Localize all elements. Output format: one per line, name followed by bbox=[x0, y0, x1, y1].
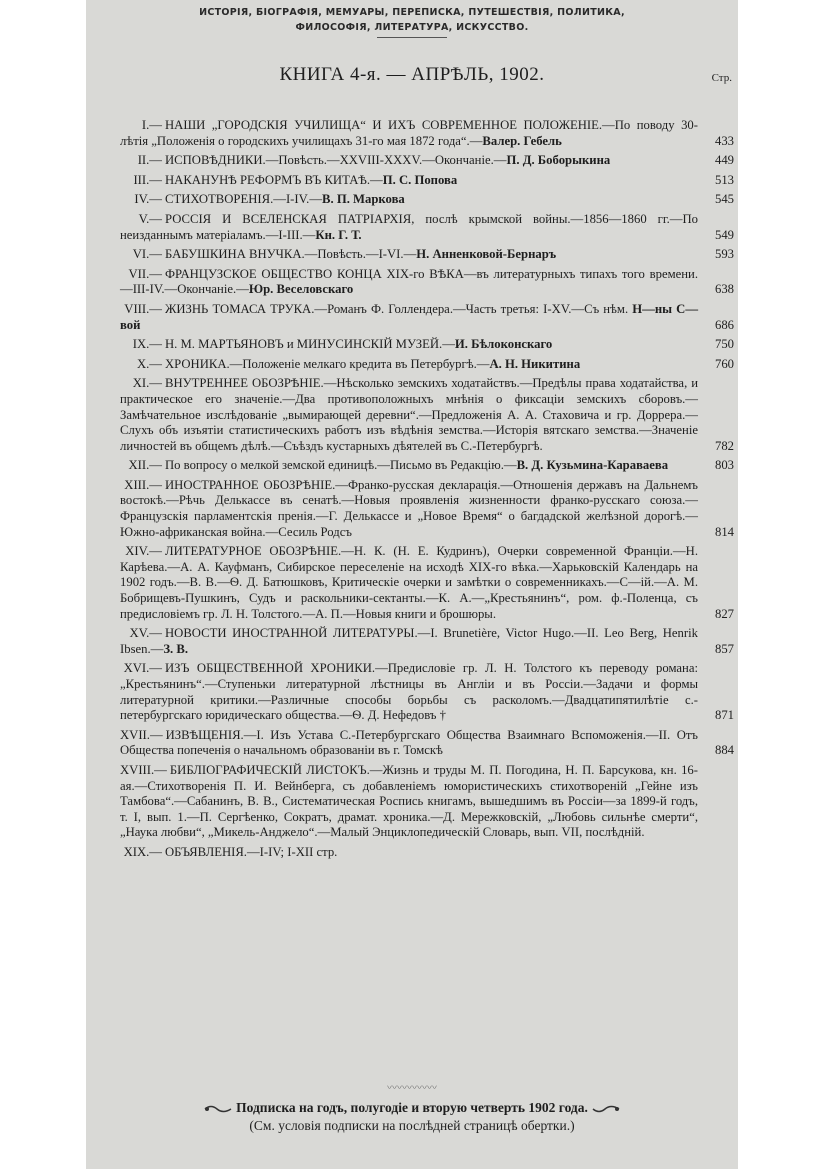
entry-title: СТИХОТВОРЕНІЯ.—I-IV.— bbox=[165, 192, 323, 207]
entry-title: ИНОСТРАННОЕ ОБОЗРѢНІЕ.—Франко-русская декларація.—Отношенія державъ на Дальнемъ востокѣ.—Рѣчь Делькассе въ сенатѣ.—Новыя проявленія жизненности франко-русскаго союза.—Французскія парламентскія пренія.—Г. Делькассе и „Новое Время“ о багдадской желѣзной дорогѣ.—Южно-африканская война.—Сесиль Родсъ bbox=[120, 477, 698, 539]
toc-entry bbox=[120, 302, 734, 333]
entry-page: 549 bbox=[714, 227, 734, 242]
entry-title: ЖИЗНЬ ТОМАСА ТРУКА.—Романъ Ф. Голлендера.—Часть третья: I-XV.—Съ нѣм. bbox=[165, 301, 633, 316]
entry-title: По вопросу о мелкой земской единицѣ.—Письмо въ Редакцію.— bbox=[165, 458, 517, 473]
toc-entry bbox=[120, 544, 734, 622]
entry-page: 782 bbox=[714, 438, 734, 453]
entry-number: IV.— bbox=[134, 192, 162, 207]
table-of-contents bbox=[120, 118, 734, 865]
entry-number: XI.— bbox=[132, 376, 162, 391]
entry-page: 750 bbox=[714, 337, 734, 352]
entry-number: XII.— bbox=[128, 458, 162, 473]
entry-author: И. Бѣлоконскаго bbox=[454, 337, 553, 352]
toc-entry bbox=[120, 478, 734, 540]
entry-title: НАКАНУНѢ РЕФОРМЪ ВЪ КИТАѢ.— bbox=[165, 172, 383, 187]
document-page bbox=[86, 0, 738, 1169]
entry-page: 871 bbox=[714, 708, 734, 723]
entry-page: 513 bbox=[714, 172, 734, 187]
entry-title: ИЗЪ ОБЩЕСТВЕННОЙ ХРОНИКИ.—Предисловіе гр. Л. Н. Толстого къ переводу романа: „Крестьянинъ“.—Ступеньки литературной лѣстницы въ Англіи и въ Россіи.—Задачи и формы литературной критики.—Различные способы борьбы съ расколомъ.—Двадцатипятилѣтіе с.-петербургскаго юридическаго общества.—Ѳ. Д. Нефедовъ † bbox=[120, 661, 698, 723]
toc-entry bbox=[120, 357, 734, 373]
entry-number: XIV.— bbox=[125, 544, 162, 559]
entry-page: 814 bbox=[714, 524, 734, 539]
entry-author: Кн. Г. Т. bbox=[315, 227, 362, 242]
entry-number: IX.— bbox=[132, 337, 162, 352]
entry-page: 686 bbox=[714, 317, 734, 332]
entry-page: 884 bbox=[714, 743, 734, 758]
toc-entry bbox=[120, 661, 734, 723]
toc-entry bbox=[120, 118, 734, 149]
entry-page: 827 bbox=[714, 606, 734, 621]
toc-entry bbox=[120, 247, 734, 263]
entry-title: Н. М. МАРТЬЯНОВЪ и МИНУСИНСКІЙ МУЗЕЙ.— bbox=[165, 337, 455, 352]
entry-number: V.— bbox=[138, 211, 162, 226]
entry-title: ОБЪЯВЛЕНІЯ.—I-IV; I-XII стр. bbox=[165, 844, 338, 859]
entry-title: ХРОНИКА.—Положеніе мелкаго кредита въ Петербургѣ.— bbox=[165, 356, 490, 371]
entry-title: ФРАНЦУЗСКОЕ ОБЩЕСТВО КОНЦА XIX-го ВѢКА—въ литературныхъ типахъ того времени.—III-IV.—Окончаніе.— bbox=[120, 266, 698, 297]
entry-title: ВНУТРЕННЕЕ ОБОЗРѢНІЕ.—Нѣсколько земскихъ ходатайствъ.—Предѣлы права ходатайства, и практическое его значеніе.—Два противоположныхъ мнѣнія о фиксаціи земскихъ сборовъ.—Замѣчательное изслѣдованіе „вымирающей деревни“.—Предложенія А. А. Стаховича и гр. Доррера.—Слухъ объ изъятіи статистическихъ работъ изъ вѣдѣнія земства.—Исторія вятскаго земства.—Значеніе личностей въ общемъ дѣлѣ.—Съѣздъ кустарныхъ дѣятелей въ С.-Петербургѣ. bbox=[120, 376, 698, 453]
entry-author: Н—ны С—вой bbox=[120, 301, 699, 332]
entry-title: НАШИ „ГОРОДСКІЯ УЧИЛИЩА“ И ИХЪ СОВРЕМЕННОЕ ПОЛОЖЕНІЕ.—По поводу 30-лѣтія „Положенія о городскихъ училищахъ 31-го мая 1872 года“.— bbox=[120, 118, 698, 148]
entry-author: П. С. Попова bbox=[382, 172, 458, 187]
entry-number: X.— bbox=[136, 356, 162, 371]
toc-entry bbox=[120, 153, 734, 169]
entry-author: А. Н. Никитина bbox=[489, 356, 581, 371]
subscription-notice bbox=[86, 1099, 738, 1135]
entry-page: 545 bbox=[714, 192, 734, 207]
header-line-2: ФИЛОСОФІЯ, ЛИТЕРАТУРА, ИСКУССТВО. bbox=[295, 22, 529, 33]
book-title: КНИГА 4-я. — АПРѢЛЬ, 1902. bbox=[279, 64, 545, 85]
entry-page: 449 bbox=[714, 153, 734, 168]
page-header bbox=[86, 5, 738, 40]
toc-entry bbox=[120, 728, 734, 759]
toc-entry bbox=[120, 173, 734, 189]
entry-number: XV.— bbox=[129, 626, 162, 641]
toc-entry bbox=[120, 845, 734, 861]
entry-author: П. Д. Боборыкина bbox=[506, 153, 611, 168]
toc-entry bbox=[120, 337, 734, 353]
entry-number: II.— bbox=[137, 153, 162, 168]
toc-entry bbox=[120, 376, 734, 454]
page-column-label: Стр. bbox=[711, 72, 732, 84]
subscription-note: (См. условія подписки на послѣдней страницѣ обертки.) bbox=[249, 1118, 575, 1133]
entry-author: Валер. Гебель bbox=[482, 133, 562, 148]
entry-page: 857 bbox=[714, 641, 734, 656]
entry-number: XIII.— bbox=[124, 477, 162, 492]
header-rule bbox=[377, 37, 447, 38]
entry-author: В. Д. Кузьмина-Караваева bbox=[516, 458, 669, 473]
left-ornament-icon bbox=[203, 1104, 233, 1114]
entry-page: 593 bbox=[714, 247, 734, 262]
entry-page: 803 bbox=[714, 458, 734, 473]
toc-entry bbox=[120, 626, 734, 657]
toc-entry bbox=[120, 192, 734, 208]
entry-number: VII.— bbox=[128, 266, 162, 281]
entry-page: 760 bbox=[714, 356, 734, 371]
entry-number: I.— bbox=[141, 118, 162, 132]
header-line-1: ИСТОРІЯ, БІОГРАФІЯ, МЕМУАРЫ, ПЕРЕПИСКА, ПУТЕШЕСТВІЯ, ПОЛИТИКА, bbox=[199, 7, 625, 18]
right-ornament-icon bbox=[591, 1104, 621, 1114]
entry-title: ИЗВѢЩЕНІЯ.—I. Изъ Устава С.-Петербургскаго Общества Взаимнаго Вспоможенія.—II. Отъ Общества попеченія о начальномъ образованіи въ г. Томскѣ bbox=[120, 727, 698, 758]
entry-number: XVI.— bbox=[123, 661, 162, 676]
footer-divider: 〰〰〰〰〰 bbox=[387, 1083, 437, 1094]
entry-number: XVII.— bbox=[120, 727, 163, 742]
entry-title: БИБЛІОГРАФИЧЕСКІЙ ЛИСТОКЪ.—Жизнь и труды М. П. Погодина, Н. П. Барсукова, кн. 16-ая.—Стихотворенія П. И. Вейнберга, съ добавленіемъ юмористическихъ стихотвореній „Гейне изъ Тамбова“.—Сабанинъ, В. В., Систематическая Роспись книгамъ, вышедшимъ въ Россіи—за 1899-й годъ, т. I, вып. 1.—П. Сергѣенко, Сократъ, драмат. хроника.—Д. Мережковскій, „Любовь сильнѣе смерти“, „Наука любви“, „Микель-Анджело“.—Малый Энциклопедическій Словарь, вып. VII, послѣдній. bbox=[120, 762, 698, 840]
entry-number: XVIII.— bbox=[120, 762, 167, 777]
entry-author: Н. Анненковой-Бернаръ bbox=[416, 247, 557, 262]
entry-title: БАБУШКИНА ВНУЧКА.—Повѣсть.—I-VI.— bbox=[165, 247, 417, 262]
entry-title: ЛИТЕРАТУРНОЕ ОБОЗРѢНІЕ.—Н. К. (Н. Е. Кудринъ), Очерки современной Франціи.—Н. Карѣева.—А. А. Кауфманъ, Сибирское переселеніе на исходѣ XIX-го вѣка.—Харьковскій Календарь на 1902 годъ.—В. В.—Ѳ. Д. Батюшковъ, Критическіе очерки и замѣтки о современникахъ.—С—iй.—А. М. Бобрищевъ-Пушкинъ, Судъ и раскольники-сектанты.—К. А.—„Крестьянинъ“, ром. ф.-Поленца, съ предисловіемъ гр. Л. Н. Толстого.—А. П.—Новыя книги и брошюры. bbox=[120, 544, 698, 621]
toc-entry bbox=[120, 458, 734, 474]
entry-author: Юр. Веселовскаго bbox=[248, 282, 354, 297]
toc-entry bbox=[120, 212, 734, 243]
entry-number: VI.— bbox=[132, 247, 162, 262]
entry-title: ИСПОВѢДНИКИ.—Повѣсть.—XXVIII-XXXV.—Окончаніе.— bbox=[165, 153, 507, 168]
toc-entry bbox=[120, 763, 734, 841]
entry-title: НОВОСТИ ИНОСТРАННОЙ ЛИТЕРАТУРЫ.—I. Brunetière, Victor Hugo.—II. Leo Berg, Henrik Ibsen.— bbox=[120, 626, 698, 656]
entry-number: VIII.— bbox=[124, 301, 162, 316]
toc-entry bbox=[120, 267, 734, 298]
entry-page: 433 bbox=[714, 133, 734, 148]
entry-number: III.— bbox=[133, 172, 162, 187]
entry-page: 638 bbox=[714, 282, 734, 297]
entry-author: В. П. Маркова bbox=[322, 192, 405, 207]
subscription-line: Подписка на годъ, полугодіе и вторую четверть 1902 года. bbox=[236, 1100, 588, 1115]
entry-number: XIX.— bbox=[123, 844, 162, 859]
entry-title: РОССІЯ И ВСЕЛЕНСКАЯ ПАТРІАРХІЯ, послѣ крымской войны.—1856—1860 гг.—По неизданнымъ матеріаламъ.—I-III.— bbox=[120, 211, 698, 242]
entry-author: З. В. bbox=[163, 641, 189, 656]
